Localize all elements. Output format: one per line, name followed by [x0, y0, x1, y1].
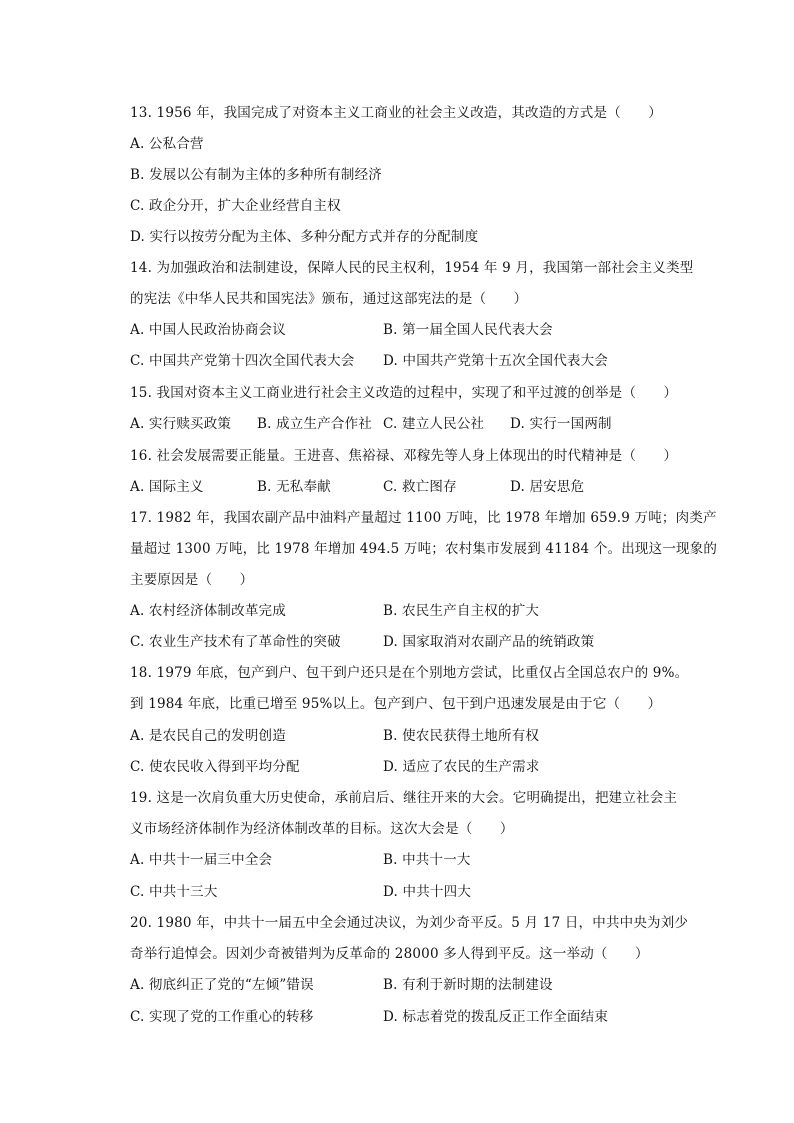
- question-18-stem-line-2: 到 1984 年底，比重已增至 95%以上。包产到户、包干到户迅速发展是由于它（ ）: [130, 696, 662, 712]
- question-14-stem-line-2: 的宪法《中华人民共和国宪法》颁布，通过这部宪法的是（ ）: [130, 291, 528, 307]
- question-19-option-b: B. 中共十一大: [383, 852, 471, 868]
- question-18-stem-line-1: 18. 1979 年底，包产到户、包干到户还只是在个别地方尝试，比重仅占全国总农户的 9%。: [130, 665, 689, 681]
- question-16-option-c: C. 救亡图存: [383, 479, 457, 495]
- question-15-option-b: B. 成立生产合作社: [257, 416, 373, 432]
- question-17-option-c: C. 农业生产技术有了革命性的突破: [130, 634, 341, 650]
- question-20-option-d: D. 标志着党的拨乱反正工作全面结束: [383, 1009, 609, 1025]
- question-17-stem-line-3: 主要原因是（ ）: [130, 572, 254, 588]
- question-20-stem-line-1: 20. 1980 年，中共十一届五中全会通过决议，为刘少奇平反。5 月 17 日，中共中央为刘少: [130, 915, 689, 931]
- question-14-option-b: B. 第一届全国人民代表大会: [383, 322, 553, 338]
- question-19-option-c: C. 中共十三大: [130, 884, 218, 900]
- question-17-option-b: B. 农民生产自主权的扩大: [383, 603, 540, 619]
- question-18-option-c: C. 使农民收入得到平均分配: [130, 759, 300, 775]
- question-17-option-d: D. 国家取消对农副产品的统销政策: [383, 634, 595, 650]
- question-15-stem: 15. 我国对资本主义工商业进行社会主义改造的过程中，实现了和平过渡的创举是（ ）: [130, 385, 678, 401]
- question-18-option-d: D. 适应了农民的生产需求: [383, 759, 540, 775]
- question-15-option-a: A. 实行赎买政策: [130, 416, 232, 432]
- question-15-option-c: C. 建立人民公社: [383, 416, 485, 432]
- question-19-option-a: A. 中共十一届三中全会: [130, 852, 273, 868]
- question-16-option-a: A. 国际主义: [130, 479, 204, 495]
- question-17-stem-line-1: 17. 1982 年，我国农副产品中油料产量超过 1100 万吨，比 1978 年增加 659.9 万吨；肉类产: [130, 510, 717, 526]
- question-13-option-c: C. 政企分开，扩大企业经营自主权: [130, 198, 341, 214]
- question-20-stem-line-2: 奇举行追悼会。因刘少奇被错判为反革命的 28000 多人得到平反。这一举动（ ）: [130, 946, 649, 962]
- question-20-option-a: A. 彻底纠正了党的“左倾”错误: [130, 977, 314, 993]
- question-20-option-c: C. 实现了党的工作重心的转移: [130, 1009, 314, 1025]
- question-15-option-d: D. 实行一国两制: [510, 416, 612, 432]
- question-13-option-b: B. 发展以公有制为主体的多种所有制经济: [130, 167, 383, 183]
- question-17-stem-line-2: 量超过 1300 万吨，比 1978 年增加 494.5 万吨；农村集市发展到 41184 个。出现这一现象的: [130, 541, 718, 557]
- question-18-option-b: B. 使农民获得土地所有权: [383, 728, 540, 744]
- question-20-option-b: B. 有利于新时期的法制建设: [383, 977, 553, 993]
- question-19-stem-line-1: 19. 这是一次肩负重大历史使命，承前启后、继往开来的大会。它明确提出，把建立社会主: [130, 790, 678, 806]
- question-14-option-d: D. 中国共产党第十五次全国代表大会: [383, 353, 609, 369]
- question-16-option-d: D. 居安思危: [510, 479, 585, 495]
- question-14-option-c: C. 中国共产党第十四次全国代表大会: [130, 353, 355, 369]
- question-16-stem: 16. 社会发展需要正能量。王进喜、焦裕禄、邓稼先等人身上体现出的时代精神是（ ）: [130, 448, 678, 464]
- question-19-option-d: D. 中共十四大: [383, 884, 472, 900]
- question-19-stem-line-2: 义市场经济体制作为经济体制改革的目标。这次大会是（ ）: [130, 821, 514, 837]
- question-14-stem-line-1: 14. 为加强政治和法制建设，保障人民的民主权利，1954 年 9 月，我国第一部社会主义类型: [130, 260, 694, 276]
- question-13-option-d: D. 实行以按劳分配为主体、多种分配方式并存的分配制度: [130, 229, 479, 245]
- question-17-option-a: A. 农村经济体制改革完成: [130, 603, 286, 619]
- question-13-stem: 13. 1956 年，我国完成了对资本主义工商业的社会主义改造，其改造的方式是（ ）: [130, 105, 663, 121]
- question-13-option-a: A. 公私合营: [130, 136, 204, 152]
- question-16-option-b: B. 无私奉献: [257, 479, 331, 495]
- question-14-option-a: A. 中国人民政治协商会议: [130, 322, 286, 338]
- question-18-option-a: A. 是农民自己的发明创造: [130, 728, 286, 744]
